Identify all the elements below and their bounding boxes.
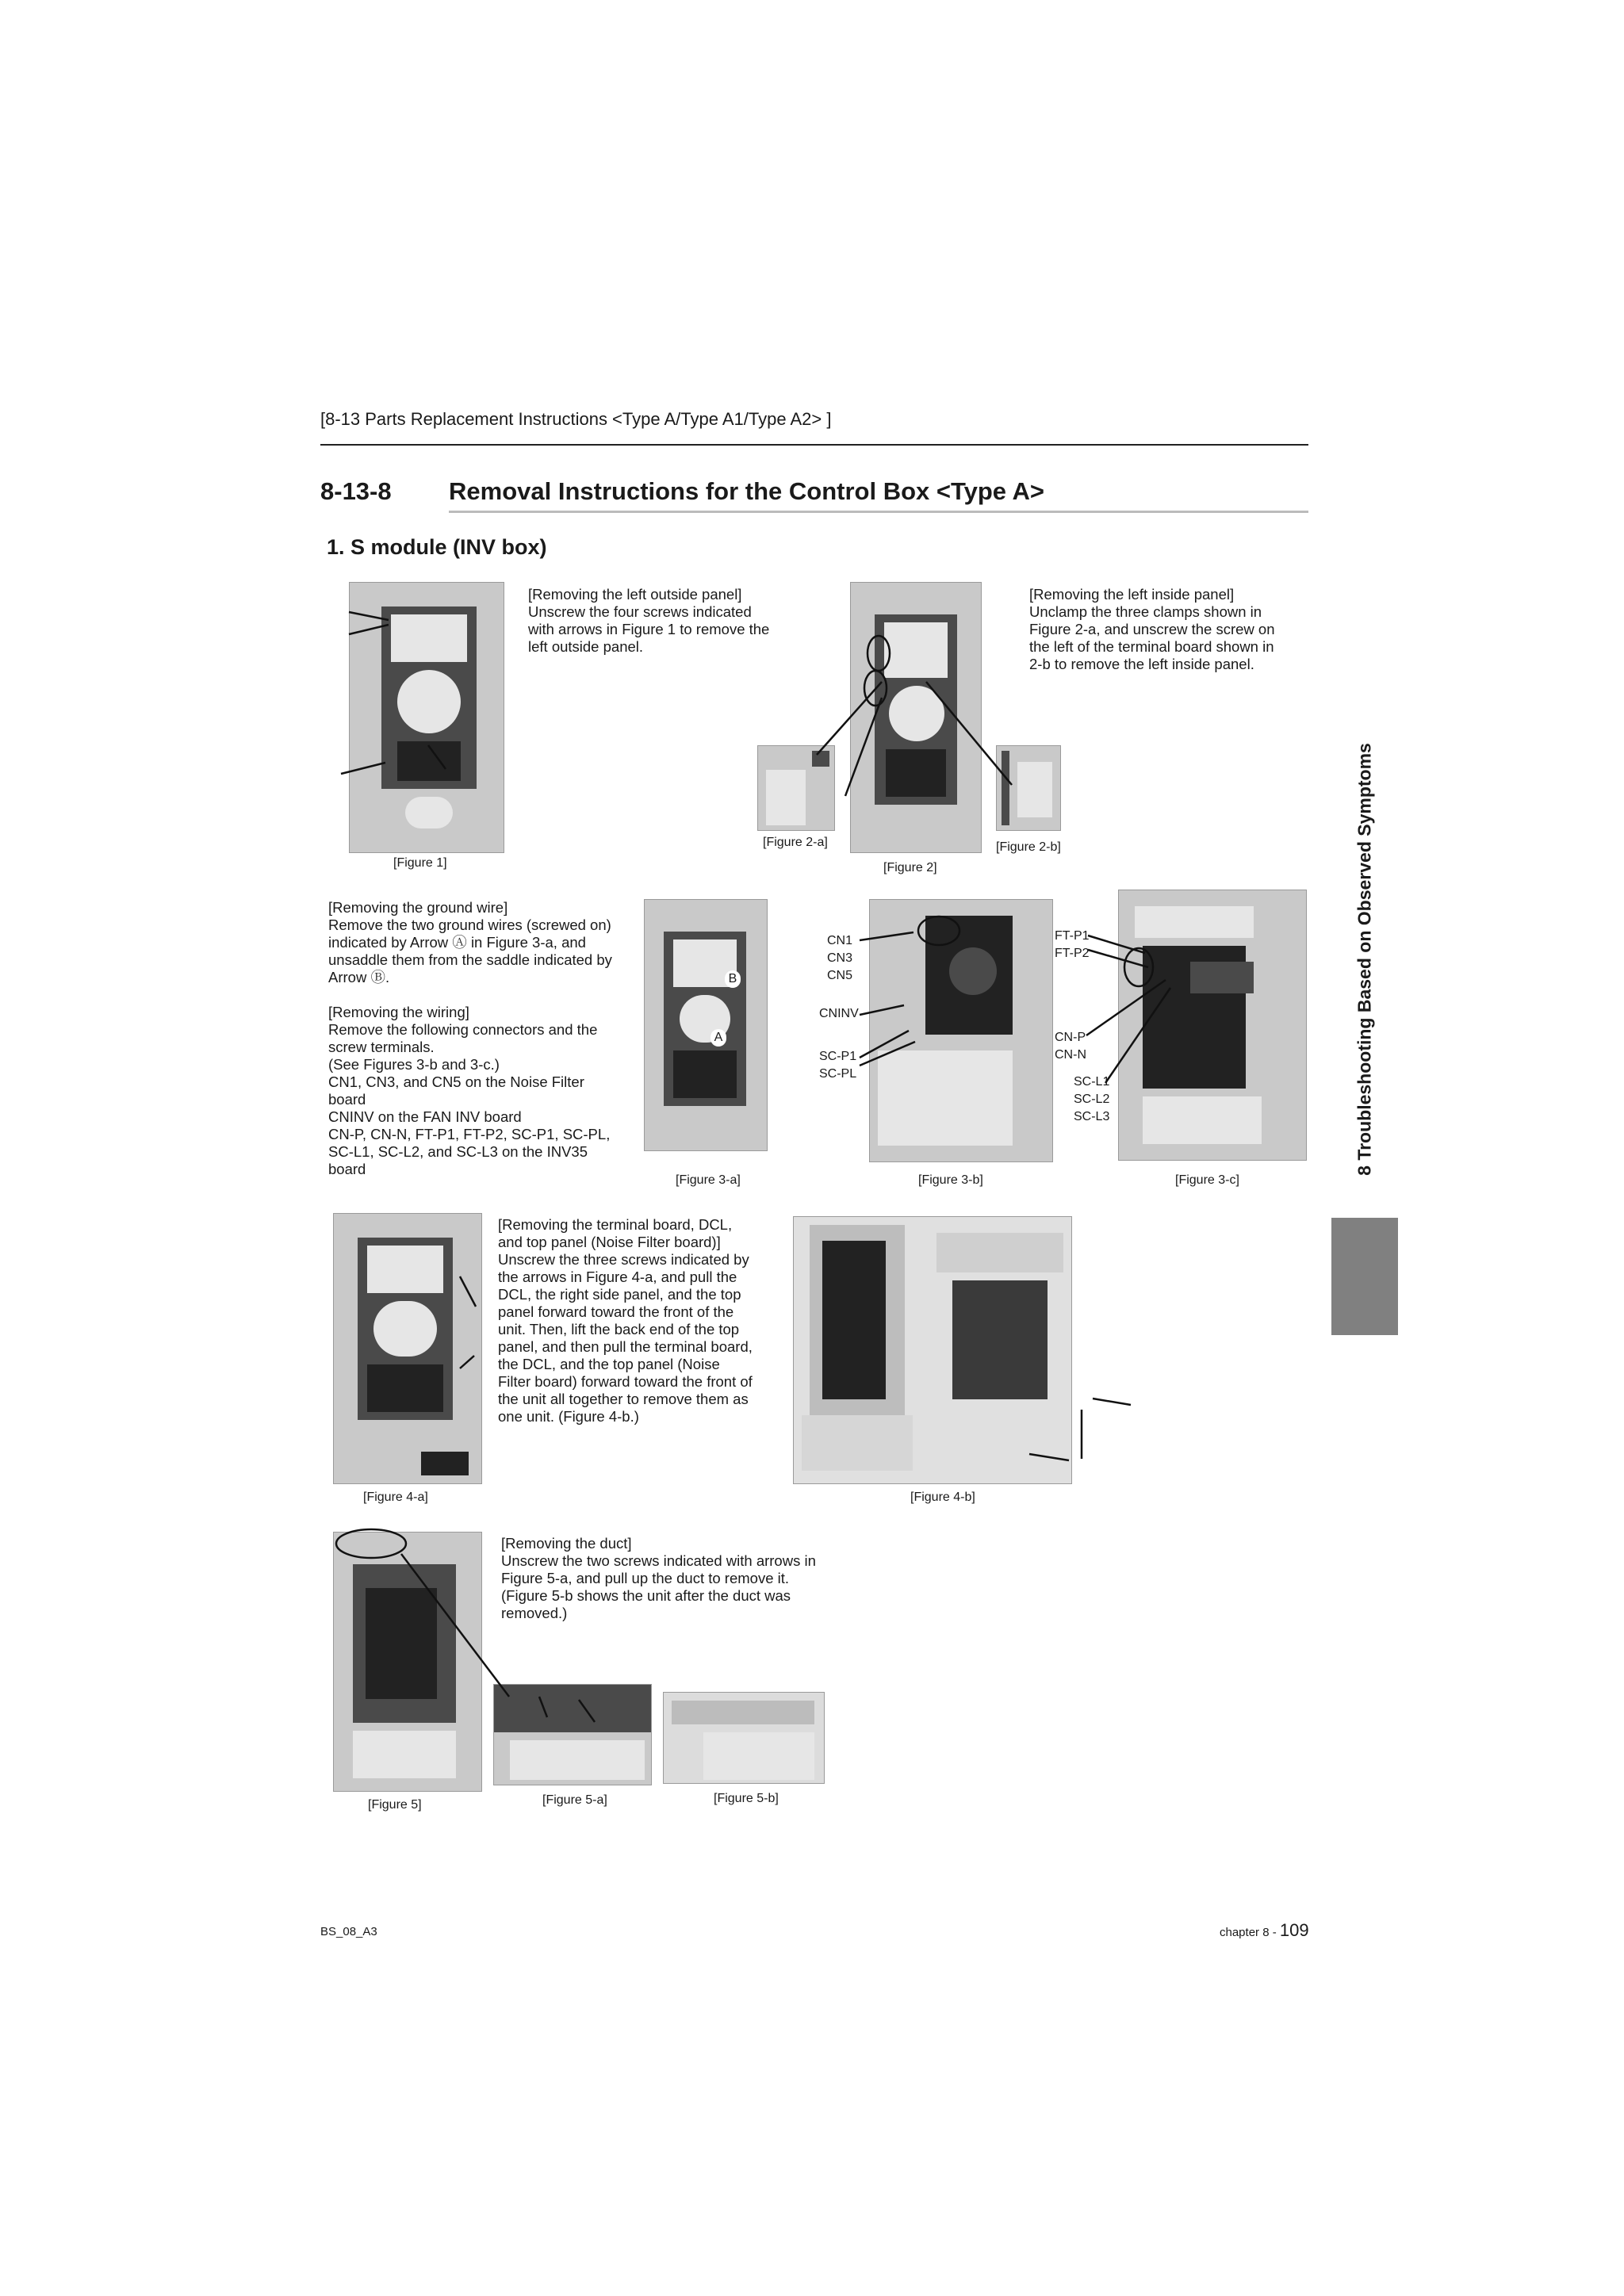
step-line: one unit. (Figure 4-b.)	[498, 1408, 639, 1425]
section-title: Removal Instructions for the Control Box <Type A>	[449, 477, 1044, 505]
callout-cninv: CNINV	[819, 1007, 859, 1020]
step-line: [Removing the duct]	[501, 1535, 632, 1552]
callout-cn-group	[827, 932, 852, 985]
step-line: DCL, the right side panel, and the top	[498, 1286, 741, 1303]
callout-cn-pn-group	[1055, 1029, 1086, 1064]
step-line: SC-L1, SC-L2, and SC-L3 on the INV35	[328, 1143, 588, 1160]
figure-5-caption: [Figure 5]	[368, 1798, 422, 1812]
callout-ft-p2: FT-P2	[1055, 947, 1090, 960]
step-line: Unscrew the four screws indicated	[528, 603, 752, 620]
step-line: Unscrew the three screws indicated by	[498, 1251, 749, 1268]
figure-4b-caption: [Figure 4-b]	[910, 1490, 975, 1504]
step-left-outside-panel	[528, 586, 769, 656]
section-heading	[320, 477, 1044, 506]
callout-ft-p1: FT-P1	[1055, 929, 1090, 943]
figure-2a-caption: [Figure 2-a]	[763, 836, 828, 849]
step-line: Figure 2-a, and unscrew the screw on	[1029, 621, 1275, 637]
step-line: (Figure 5-b shows the unit after the duct was	[501, 1587, 791, 1604]
figure-3b-photo	[869, 899, 1053, 1162]
step-line: left outside panel.	[528, 638, 644, 655]
figure-2-photo	[850, 582, 982, 853]
step-line: CN-P, CN-N, FT-P1, FT-P2, SC-P1, SC-PL,	[328, 1126, 611, 1142]
step-line: indicated by Arrow Ⓐ in Figure 3-a, and	[328, 934, 586, 951]
step-line: Filter board) forward toward the front of	[498, 1373, 753, 1390]
header-rule	[320, 444, 1308, 446]
step-line: unsaddle them from the saddle indicated by	[328, 951, 612, 968]
figure-5a-photo	[493, 1684, 652, 1785]
figure-5-photo	[333, 1532, 482, 1792]
callout-sc-p1: SC-P1	[819, 1050, 857, 1063]
callout-cn-p: CN-P	[1055, 1031, 1086, 1044]
step-line: the unit all together to remove them as	[498, 1391, 749, 1407]
step-line: CN1, CN3, and CN5 on the Noise Filter	[328, 1073, 584, 1090]
figure-2a-photo	[757, 745, 835, 831]
step-line: unit. Then, lift the back end of the top	[498, 1321, 740, 1337]
step-line: [Removing the ground wire]	[328, 899, 508, 916]
doc-code: BS_08_A3	[320, 1925, 377, 1938]
step-line: the arrows in Figure 4-a, and pull the	[498, 1269, 737, 1285]
figure-3b-caption: [Figure 3-b]	[918, 1173, 983, 1187]
step-line: Remove the two ground wires (screwed on)	[328, 916, 611, 933]
side-tab-marker	[1331, 1218, 1398, 1335]
step-line: 2-b to remove the left inside panel.	[1029, 656, 1254, 672]
step-terminal-board	[498, 1216, 753, 1425]
section-number: 8-13-8	[320, 477, 392, 505]
figure-1-caption: [Figure 1]	[393, 856, 447, 870]
step-line: Remove the following connectors and the	[328, 1021, 598, 1038]
step-line: Figure 5-a, and pull up the duct to remove it.	[501, 1570, 790, 1586]
figure-1-photo	[349, 582, 504, 853]
step-line: board	[328, 1091, 366, 1108]
figure-3a-photo	[644, 899, 768, 1151]
callout-cn3: CN3	[827, 951, 853, 965]
figure-5a-caption: [Figure 5-a]	[542, 1793, 607, 1807]
step-line: with arrows in Figure 1 to remove the	[528, 621, 770, 637]
step-left-inside-panel	[1029, 586, 1275, 673]
callout-ft-group	[1055, 928, 1090, 962]
step-line: [Removing the terminal board, DCL,	[498, 1216, 733, 1233]
arrow-a-marker: A	[710, 1029, 726, 1047]
callout-sc-pl: SC-PL	[819, 1067, 857, 1081]
figure-3c-caption: [Figure 3-c]	[1175, 1173, 1239, 1187]
step-line: [Removing the left outside panel]	[528, 586, 742, 603]
step-line: board	[328, 1161, 366, 1177]
callout-cn5: CN5	[827, 969, 853, 982]
figure-2-caption: [Figure 2]	[883, 861, 937, 874]
arrow-b-marker: B	[725, 970, 741, 988]
callout-sc-l3: SC-L3	[1074, 1110, 1110, 1123]
figure-2b-caption: [Figure 2-b]	[996, 840, 1061, 854]
step-wiring	[328, 1004, 610, 1178]
figure-3c-photo	[1118, 890, 1307, 1161]
side-tab-title: 8 Troubleshooting Based on Observed Symptoms	[1354, 743, 1375, 1176]
figure-5b-photo	[663, 1692, 825, 1784]
step-line: the DCL, and the top panel (Noise	[498, 1356, 720, 1372]
section-rule	[449, 511, 1308, 513]
step-line: and top panel (Noise Filter board)]	[498, 1234, 721, 1250]
step-duct	[501, 1535, 816, 1622]
figure-2b-photo	[996, 745, 1061, 831]
step-line: (See Figures 3-b and 3-c.)	[328, 1056, 500, 1073]
step-line: the left of the terminal board shown in	[1029, 638, 1274, 655]
step-line: Unclamp the three clamps shown in	[1029, 603, 1262, 620]
callout-cn1: CN1	[827, 934, 853, 947]
figure-3a-caption: [Figure 3-a]	[676, 1173, 741, 1187]
chapter-label: chapter 8 -	[1220, 1926, 1280, 1939]
step-line: Unscrew the two screws indicated with arrows in	[501, 1552, 816, 1569]
callout-sc-l-group	[1074, 1073, 1109, 1126]
figure-4a-photo	[333, 1213, 482, 1484]
step-line: Arrow Ⓑ.	[328, 969, 390, 985]
step-line: screw terminals.	[328, 1039, 435, 1055]
callout-cn-n: CN-N	[1055, 1048, 1086, 1062]
callout-sc-l2: SC-L2	[1074, 1093, 1110, 1106]
step-line: [Removing the left inside panel]	[1029, 586, 1235, 603]
page-footer	[1220, 1920, 1309, 1941]
step-line: panel, and then pull the terminal board,	[498, 1338, 753, 1355]
subsection-title: 1. S module (INV box)	[327, 535, 547, 559]
callout-sc-l1: SC-L1	[1074, 1075, 1110, 1089]
figure-4b-photo	[793, 1216, 1072, 1484]
figure-4a-caption: [Figure 4-a]	[363, 1490, 428, 1504]
step-line: [Removing the wiring]	[328, 1004, 469, 1020]
step-line: CNINV on the FAN INV board	[328, 1108, 522, 1125]
step-line: panel forward toward the front of the	[498, 1303, 734, 1320]
step-line: removed.)	[501, 1605, 568, 1621]
step-ground-wire	[328, 899, 612, 986]
figure-5b-caption: [Figure 5-b]	[714, 1792, 779, 1805]
page-number: 109	[1279, 1920, 1309, 1940]
callout-sc-group	[819, 1048, 856, 1083]
running-header: [8-13 Parts Replacement Instructions <Type A/Type A1/Type A2> ]	[320, 409, 832, 429]
